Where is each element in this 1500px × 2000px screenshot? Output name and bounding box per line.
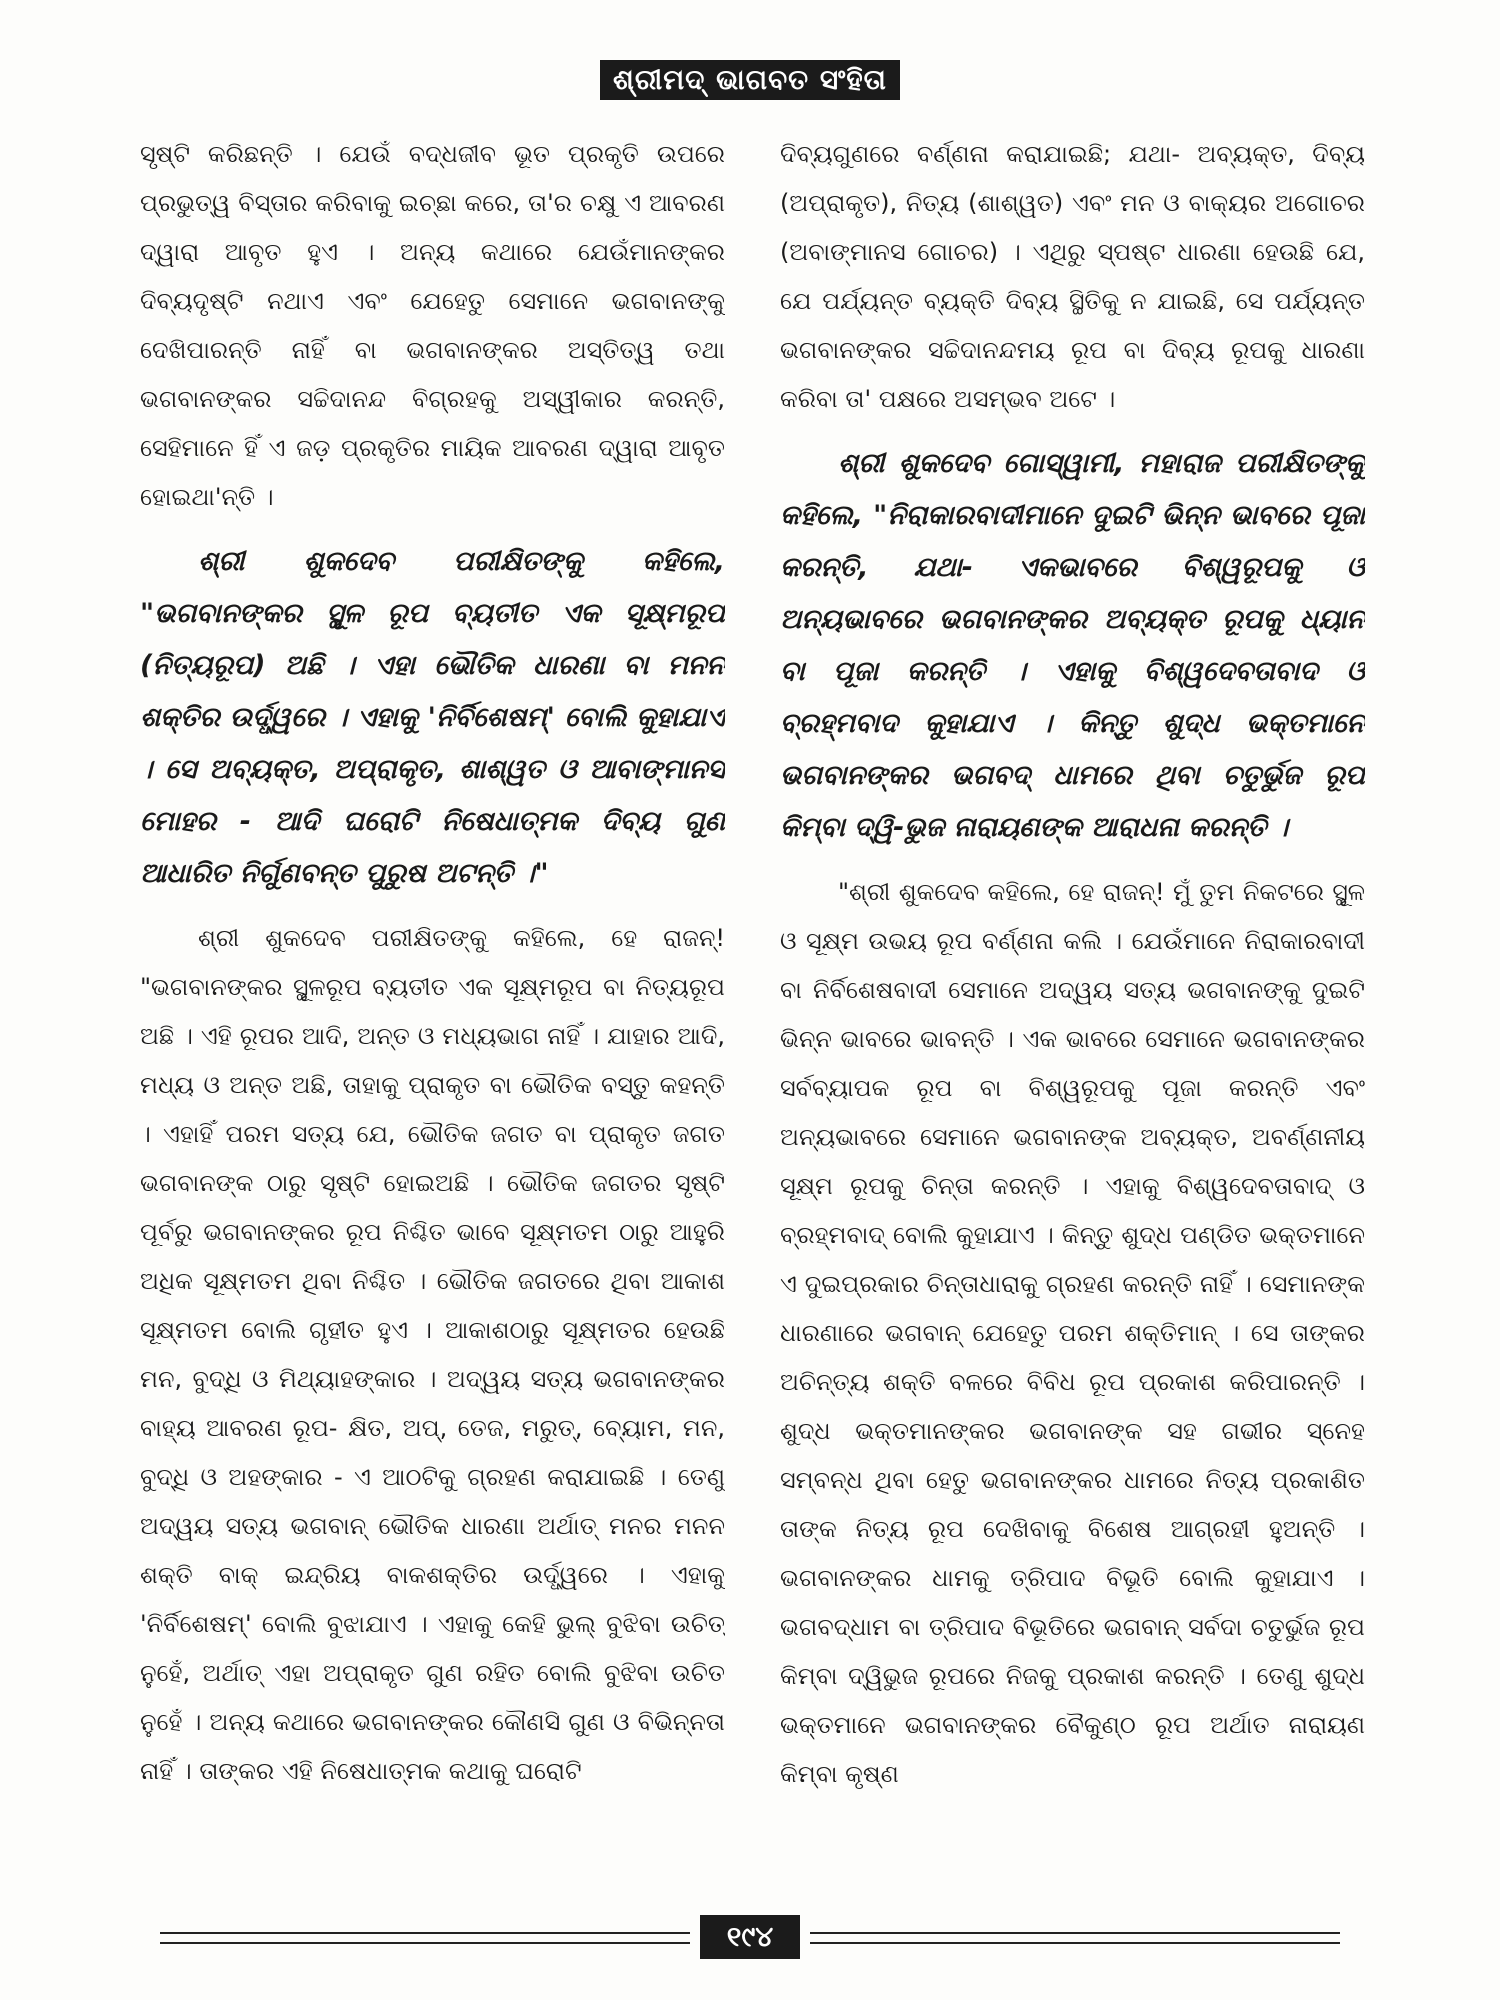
book-title: ଶ୍ରୀମଦ୍ ଭାଗବତ ସଂହିତା	[613, 63, 887, 96]
page-number-label: ୧୯୪	[726, 1920, 774, 1953]
quote-paragraph: ଶ୍ରୀ ଶୁକଦେବ ପରୀକ୍ଷିତଙ୍କୁ କହିଲେ, "ଭଗବାନଙ୍କର ସ୍ଥୂଳ ରୂପ ବ୍ୟତୀତ ଏକ ସୂକ୍ଷ୍ମରୂପ (ନିତ୍ୟରୂପ) ଅଛି । ଏହା ଭୌତିକ ଧାରଣା ବା ମନନ ଶକ୍ତିର ଉର୍ଦ୍ଧ୍ୱରେ । ଏହାକୁ 'ନିର୍ବିଶେଷମ୍' ବୋଲି କୁହାଯାଏ । ସେ ଅବ୍ୟକ୍ତ, ଅପ୍ରାକୃତ, ଶାଶ୍ୱତ ଓ ଆବାଙ୍ମାନସ ମୋହର - ଆଦି ଘରୋଟି ନିଷେଧାତ୍ମକ ଦିବ୍ୟ ଗୁଣ ଆଧାରିତ ନିର୍ଗୁଣବନ୍ତ ପୁରୁଷ ଅଟନ୍ତି ।"	[140, 546, 725, 889]
footer-rule-left	[160, 1932, 690, 1944]
right-column	[780, 130, 1365, 1890]
paragraph: "ଶ୍ରୀ ଶୁକଦେବ କହିଲେ, ହେ ରାଜନ୍! ମୁଁ ତୁମ ନିକଟରେ ସ୍ଥୂଳ ଓ ସୂକ୍ଷ୍ମ ଉଭୟ ରୂପ ବର୍ଣ୍ଣନା କଲି । ଯେଉଁମାନେ ନିରାକାରବାଦୀ ବା ନିର୍ବିଶେଷବାଦୀ ସେମାନେ ଅଦ୍ୱୟ ସତ୍ୟ ଭଗବାନଙ୍କୁ ଦୁଇଟି ଭିନ୍ନ ଭାବରେ ଭାବନ୍ତି । ଏକ ଭାବରେ ସେମାନେ ଭଗବାନଙ୍କର ସର୍ବବ୍ୟାପକ ରୂପ ବା ବିଶ୍ୱରୂପକୁ ପୂଜା କରନ୍ତି ଏବଂ ଅନ୍ୟଭାବରେ ସେମାନେ ଭଗବାନଙ୍କ ଅବ୍ୟକ୍ତ, ଅବର୍ଣ୍ଣନୀୟ ସୂକ୍ଷ୍ମ ରୂପକୁ ଚିନ୍ତା କରନ୍ତି । ଏହାକୁ ବିଶ୍ୱଦେବତାବାଦ୍ ଓ ବ୍ରହ୍ମବାଦ୍ ବୋଲି କୁହାଯାଏ । କିନ୍ତୁ ଶୁଦ୍ଧ ପଣ୍ଡିତ ଭକ୍ତମାନେ ଏ ଦୁଇପ୍ରକାର ଚିନ୍ତାଧାରାକୁ ଗ୍ରହଣ କରନ୍ତି ନାହିଁ । ସେମାନଙ୍କ ଧାରଣାରେ ଭଗବାନ୍ ଯେହେତୁ ପରମ ଶକ୍ତିମାନ୍ । ସେ ତାଙ୍କର ଅଚିନ୍ତ୍ୟ ଶକ୍ତି ବଳରେ ବିବିଧ ରୂପ ପ୍ରକାଶ କରିପାରନ୍ତି । ଶୁଦ୍ଧ ଭକ୍ତମାନଙ୍କର ଭଗବାନଙ୍କ ସହ ଗଭୀର ସ୍ନେହ ସମ୍ବନ୍ଧ ଥିବା ହେତୁ ଭଗବାନଙ୍କର ଧାମରେ ନିତ୍ୟ ପ୍ରକାଶିତ ତାଙ୍କ ନିତ୍ୟ ରୂପ ଦେଖିବାକୁ ବିଶେଷ ଆଗ୍ରହୀ ହୁଅନ୍ତି । ଭଗବାନଙ୍କର ଧାମକୁ ତ୍ରିପାଦ ବିଭୂତି ବୋଲି କୁହାଯାଏ । ଭଗବଦ୍ଧାମ ବା ତ୍ରିପାଦ ବିଭୂତିରେ ଭଗବାନ୍ ସର୍ବଦା ଚତୁର୍ଭୁଜ ରୂପ କିମ୍ବା ଦ୍ୱିଭୁଜ ରୂପରେ ନିଜକୁ ପ୍ରକାଶ କରନ୍ତି । ତେଣୁ ଶୁଦ୍ଧ ଭକ୍ତମାନେ ଭଗବାନଙ୍କର ବୈକୁଣ୍ଠ ରୂପ ଅର୍ଥାତ ନାରାୟଣ କିମ୍ବା କୃଷ୍ଣ	[780, 878, 1365, 1788]
paragraph: ଶ୍ରୀ ଶୁକଦେବ ପରୀକ୍ଷିତଙ୍କୁ କହିଲେ, ହେ ରାଜନ୍! "ଭଗବାନଙ୍କର ସ୍ଥୂଳରୂପ ବ୍ୟତୀତ ଏକ ସୂକ୍ଷ୍ମରୂପ ବା ନିତ୍ୟରୂପ ଅଛି । ଏହି ରୂପର ଆଦି, ଅନ୍ତ ଓ ମଧ୍ୟଭାଗ ନାହିଁ । ଯାହାର ଆଦି, ମଧ୍ୟ ଓ ଅନ୍ତ ଅଛି, ତାହାକୁ ପ୍ରାକୃତ ବା ଭୌତିକ ବସ୍ତୁ କହନ୍ତି । ଏହାହିଁ ପରମ ସତ୍ୟ ଯେ, ଭୌତିକ ଜଗତ ବା ପ୍ରାକୃତ ଜଗତ ଭଗବାନଙ୍କ ଠାରୁ ସୃଷ୍ଟି ହୋଇଅଛି । ଭୌତିକ ଜଗତର ସୃଷ୍ଟି ପୂର୍ବରୁ ଭଗବାନଙ୍କର ରୂପ ନିଶ୍ଚିତ ଭାବେ ସୂକ୍ଷ୍ମତମ ଠାରୁ ଆହୁରି ଅଧିକ ସୂକ୍ଷ୍ମତମ ଥିବା ନିଶ୍ଚିତ । ଭୌତିକ ଜଗତରେ ଥିବା ଆକାଶ ସୂକ୍ଷ୍ମତମ ବୋଲି ଗୃହୀତ ହୁଏ । ଆକାଶଠାରୁ ସୂକ୍ଷ୍ମତର ହେଉଛି ମନ, ବୁଦ୍ଧି ଓ ମିଥ୍ୟାହଙ୍କାର । ଅଦ୍ୱୟ ସତ୍ୟ ଭଗବାନଙ୍କର ବାହ୍ୟ ଆବରଣ ରୂପ- କ୍ଷିତ, ଅପ୍, ତେଜ, ମରୁତ୍, ବ୍ୟୋମ, ମନ, ବୁଦ୍ଧି ଓ ଅହଙ୍କାର - ଏ ଆଠଟିକୁ ଗ୍ରହଣ କରାଯାଇଛି । ତେଣୁ ଅଦ୍ୱୟ ସତ୍ୟ ଭଗବାନ୍ ଭୌତିକ ଧାରଣା ଅର୍ଥାତ୍ ମନର ମନନ ଶକ୍ତି ବାକ୍ ଇନ୍ଦ୍ରିୟ ବାକଶକ୍ତିର ଉର୍ଦ୍ଧ୍ୱରେ । ଏହାକୁ 'ନିର୍ବିଶେଷମ୍' ବୋଲି ବୁଝାଯାଏ । ଏହାକୁ କେହି ଭୁଲ୍ ବୁଝିବା ଉଚିତ୍ ନୁହେଁ, ଅର୍ଥାତ୍ ଏହା ଅପ୍ରାକୃତ ଗୁଣ ରହିତ ବୋଲି ବୁଝିବା ଉଚିତ ନୁହେଁ । ଅନ୍ୟ କଥାରେ ଭଗବାନଙ୍କର କୌଣସି ଗୁଣ ଓ ବିଭିନ୍ନତା ନାହିଁ । ତାଙ୍କର ଏହି ନିଷେଧାତ୍ମକ କଥାକୁ ଘରୋଟି	[140, 924, 725, 1785]
running-header	[600, 60, 900, 100]
paragraph: ସୃଷ୍ଟି କରିଛନ୍ତି । ଯେଉଁ ବଦ୍ଧଜୀବ ଭୂତ ପ୍ରକୃତି ଉପରେ ପ୍ରଭୁତ୍ୱ ବିସ୍ତାର କରିବାକୁ ଇଚ୍ଛା କରେ, ତା'ର ଚକ୍ଷୁ ଏ ଆବରଣ ଦ୍ୱାରା ଆବୃତ ହୁଏ । ଅନ୍ୟ କଥାରେ ଯେଉଁମାନଙ୍କର ଦିବ୍ୟଦୃଷ୍ଟି ନଥାଏ ଏବଂ ଯେହେତୁ ସେମାନେ ଭଗବାନଙ୍କୁ ଦେଖିପାରନ୍ତି ନାହିଁ ବା ଭଗବାନଙ୍କର ଅସ୍ତିତ୍ୱ ତଥା ଭଗବାନଙ୍କର ସଚ୍ଚିଦାନନ୍ଦ ବିଗ୍ରହକୁ ଅସ୍ୱୀକାର କରନ୍ତି, ସେହିମାନେ ହିଁ ଏ ଜଡ଼ ପ୍ରକୃତିର ମାୟିକ ଆବରଣ ଦ୍ୱାରା ଆବୃତ ହୋଇଥା'ନ୍ତି ।	[140, 140, 725, 511]
quote-paragraph: ଶ୍ରୀ ଶୁକଦେବ ଗୋସ୍ୱାମୀ, ମହାରାଜ ପରୀକ୍ଷିତଙ୍କୁ କହିଲେ, "ନିରାକାରବାଦୀମାନେ ଦୁଇଟି ଭିନ୍ନ ଭାବରେ ପୂଜା କରନ୍ତି, ଯଥା- ଏକଭାବରେ ବିଶ୍ୱରୂପକୁ ଓ ଅନ୍ୟଭାବରେ ଭଗବାନଙ୍କର ଅବ୍ୟକ୍ତ ରୂପକୁ ଧ୍ୟାନ ବା ପୂଜା କରନ୍ତି । ଏହାକୁ ବିଶ୍ୱଦେବତାବାଦ ଓ ବ୍ରହ୍ମବାଦ କୁହାଯାଏ । କିନ୍ତୁ ଶୁଦ୍ଧ ଭକ୍ତମାନେ ଭଗବାନଙ୍କର ଭଗବଦ୍ ଧାମରେ ଥିବା ଚତୁର୍ଭୁଜ ରୂପ କିମ୍ବା ଦ୍ୱି-ଭୁଜ ନାରାୟଣଙ୍କ ଆରାଧନା କରନ୍ତି ।	[780, 448, 1365, 843]
left-column	[140, 130, 725, 1890]
footer-rule-right	[810, 1932, 1340, 1944]
paragraph: ଦିବ୍ୟଗୁଣରେ ବର୍ଣ୍ଣନା କରାଯାଇଛି; ଯଥା- ଅବ୍ୟକ୍ତ, ଦିବ୍ୟ (ଅପ୍ରାକୃତ), ନିତ୍ୟ (ଶାଶ୍ୱତ) ଏବଂ ମନ ଓ ବାକ୍ୟର ଅଗୋଚର (ଅବାଙ୍ମାନସ ଗୋଚର) । ଏଥିରୁ ସ୍ପଷ୍ଟ ଧାରଣା ହେଉଛି ଯେ, ଯେ ପର୍ଯ୍ୟନ୍ତ ବ୍ୟକ୍ତି ଦିବ୍ୟ ସ୍ଥିତିକୁ ନ ଯାଇଛି, ସେ ପର୍ଯ୍ୟନ୍ତ ଭଗବାନଙ୍କର ସଚ୍ଚିଦାନନ୍ଦମୟ ରୂପ ବା ଦିବ୍ୟ ରୂପକୁ ଧାରଣା କରିବା ତା' ପକ୍ଷରେ ଅସମ୍ଭବ ଅଟେ ।	[780, 140, 1365, 413]
page-number	[700, 1915, 800, 1959]
